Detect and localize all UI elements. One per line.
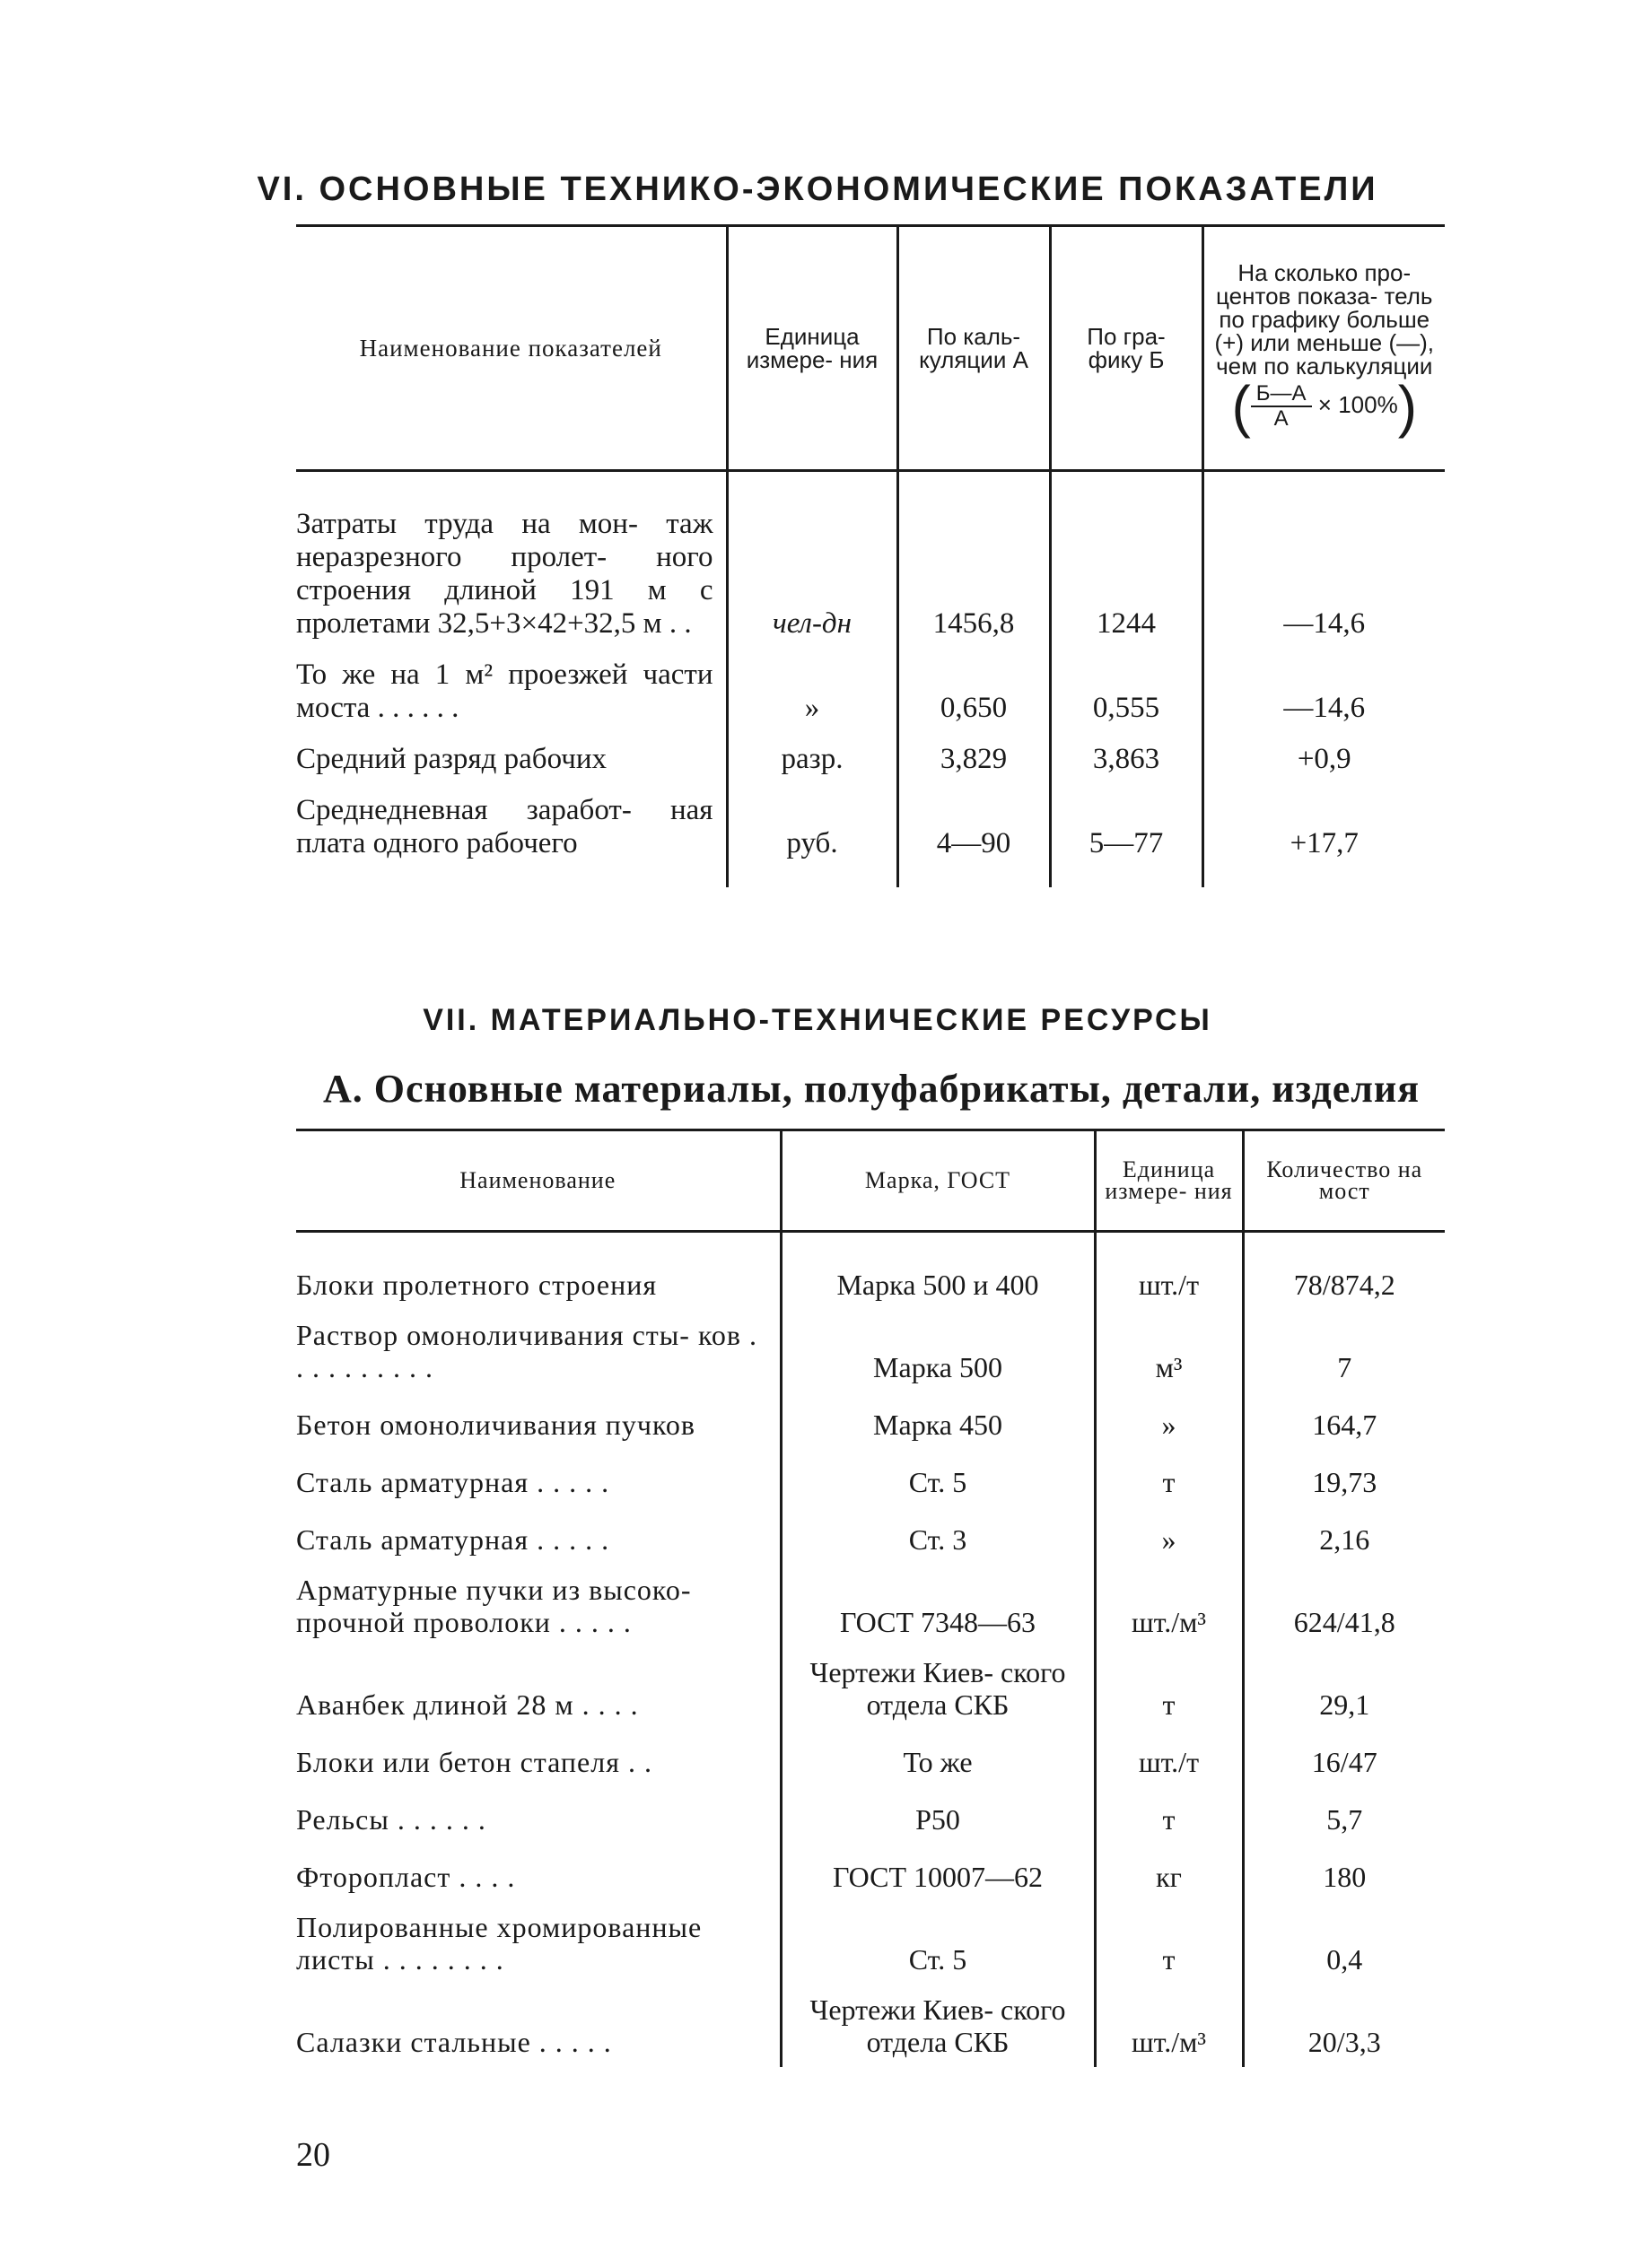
material-grade: ГОСТ 10007—62 (781, 1845, 1095, 1902)
section-7a-subtitle: А. Основные материалы, полуфабрикаты, детали, изделия (323, 1067, 1421, 1111)
material-unit: кг (1095, 1845, 1243, 1902)
table-row (296, 1787, 1445, 1845)
material-name: Бетон омоноличивания пучков (296, 1409, 696, 1441)
indicator-diff: —14,6 (1202, 471, 1445, 650)
material-qty: 624/41,8 (1243, 1565, 1445, 1647)
material-qty: 2,16 (1243, 1507, 1445, 1565)
indicator-name: Среднедневная заработ- ная плата одного рабочего (296, 794, 713, 859)
material-unit: шт./м³ (1095, 1984, 1243, 2067)
indicator-graph: 5—77 (1050, 785, 1202, 887)
material-qty: 5,7 (1243, 1787, 1445, 1845)
material-unit: » (1095, 1507, 1243, 1565)
table-row (296, 471, 1445, 650)
material-qty: 0,4 (1243, 1902, 1445, 1984)
table-row (296, 785, 1445, 887)
indicator-graph: 3,863 (1050, 734, 1202, 785)
material-grade: Ст. 5 (781, 1902, 1095, 1984)
material-grade: Чертежи Киев- ского отдела СКБ (781, 1647, 1095, 1730)
formula-denominator: А (1273, 406, 1289, 431)
section-7-title: VII. МАТЕРИАЛЬНО-ТЕХНИЧЕСКИЕ РЕСУРСЫ (423, 1003, 1212, 1037)
header-grade-gost: Марка, ГОСТ (781, 1130, 1095, 1232)
material-grade: Р50 (781, 1787, 1095, 1845)
material-qty: 7 (1243, 1310, 1445, 1392)
material-unit: шт./т (1095, 1232, 1243, 1311)
material-grade: Ст. 5 (781, 1450, 1095, 1507)
formula-multiplier: × 100% (1317, 390, 1398, 418)
material-unit: т (1095, 1647, 1243, 1730)
indicator-calc: 4—90 (897, 785, 1050, 887)
indicator-unit: руб. (727, 785, 897, 887)
header-percent-diff-text: На сколько про- центов показа- тель по графику больше (+) или меньше (—), чем по калькуляции (1214, 259, 1434, 379)
indicator-name: То же на 1 м² проезжей части моста . . . . . . (296, 659, 713, 724)
formula-numerator: Б—А (1251, 382, 1312, 407)
material-name: Полированные хромированные листы . . . . . . . . (296, 1911, 703, 1976)
indicator-calc: 3,829 (897, 734, 1050, 785)
header-indicator-name: Наименование показателей (296, 226, 727, 471)
section-6-title: VI. ОСНОВНЫЕ ТЕХНИКО-ЭКОНОМИЧЕСКИЕ ПОКАЗАТЕЛИ (257, 170, 1378, 208)
material-unit: т (1095, 1902, 1243, 1984)
material-grade: Ст. 3 (781, 1507, 1095, 1565)
table-row (296, 1232, 1445, 1311)
table-row (296, 1845, 1445, 1902)
header-unit: Единица измере- ния (727, 226, 897, 471)
material-grade: Марка 500 и 400 (781, 1232, 1095, 1311)
table-row (296, 1310, 1445, 1392)
formula: ( $\frac{Б—А}{А}$ × 100%) (1231, 374, 1418, 439)
table-row (296, 1984, 1445, 2067)
indicator-graph: 1244 (1050, 471, 1202, 650)
table-row (296, 734, 1445, 785)
material-unit: т (1095, 1450, 1243, 1507)
material-name: Раствор омоноличивания сты- ков . . . . . . . . . . (296, 1319, 757, 1383)
material-unit: т (1095, 1787, 1243, 1845)
indicator-unit: разр. (727, 734, 897, 785)
table-row (296, 1450, 1445, 1507)
page-number: 20 (296, 2136, 330, 2174)
indicator-calc: 0,650 (897, 650, 1050, 734)
material-qty: 164,7 (1243, 1392, 1445, 1450)
material-grade: То же (781, 1730, 1095, 1787)
material-qty: 180 (1243, 1845, 1445, 1902)
table-row (296, 1565, 1445, 1647)
indicator-diff: +17,7 (1202, 785, 1445, 887)
indicator-unit: чел-дн (727, 471, 897, 650)
material-name: Сталь арматурная . . . . . (296, 1523, 610, 1556)
material-grade: Марка 450 (781, 1392, 1095, 1450)
material-name: Блоки или бетон стапеля . . (296, 1746, 652, 1778)
table-row (296, 1647, 1445, 1730)
header-by-graph: По гра- фику Б (1050, 226, 1202, 471)
header-quantity: Количество на мост (1243, 1130, 1445, 1232)
material-qty: 78/874,2 (1243, 1232, 1445, 1311)
indicator-diff: —14,6 (1202, 650, 1445, 734)
material-qty: 19,73 (1243, 1450, 1445, 1507)
materials-table (296, 1129, 1445, 2067)
material-unit: » (1095, 1392, 1243, 1450)
material-name: Фторопласт . . . . (296, 1861, 516, 1893)
material-name: Салазки стальные . . . . . (296, 2026, 612, 2058)
material-grade: ГОСТ 7348—63 (781, 1565, 1095, 1647)
table-row (296, 1730, 1445, 1787)
material-name: Сталь арматурная . . . . . (296, 1466, 610, 1498)
material-qty: 16/47 (1243, 1730, 1445, 1787)
header-by-calculation: По каль- куляции А (897, 226, 1050, 471)
indicators-table (296, 224, 1445, 887)
table-row (296, 1392, 1445, 1450)
table-row (296, 1902, 1445, 1984)
material-name: Арматурные пучки из высоко- прочной проволоки . . . . . (296, 1574, 692, 1638)
header-material-name: Наименование (296, 1130, 781, 1232)
material-name: Аванбек длиной 28 м . . . . (296, 1688, 639, 1721)
material-name: Рельсы . . . . . . (296, 1803, 486, 1836)
material-qty: 20/3,3 (1243, 1984, 1445, 2067)
indicator-name: Затраты труда на мон- таж неразрезного пролет- ного строения длиной 191 м с пролетами 32,5+3×42+32,5 м . . (296, 508, 713, 640)
material-name: Блоки пролетного строения (296, 1269, 658, 1301)
header-percent-diff (1202, 226, 1445, 471)
materials-header-row (296, 1130, 1445, 1232)
indicators-header-row (296, 226, 1445, 471)
material-grade: Марка 500 (781, 1310, 1095, 1392)
indicator-diff: +0,9 (1202, 734, 1445, 785)
material-grade: Чертежи Киев- ского отдела СКБ (781, 1984, 1095, 2067)
material-qty: 29,1 (1243, 1647, 1445, 1730)
indicator-graph: 0,555 (1050, 650, 1202, 734)
indicator-unit: » (727, 650, 897, 734)
table-row (296, 650, 1445, 734)
indicator-name: Средний разряд рабочих (296, 743, 607, 775)
header-unit: Единица измере- ния (1095, 1130, 1243, 1232)
material-unit: м³ (1095, 1310, 1243, 1392)
material-unit: шт./м³ (1095, 1565, 1243, 1647)
material-unit: шт./т (1095, 1730, 1243, 1787)
indicator-calc: 1456,8 (897, 471, 1050, 650)
table-row (296, 1507, 1445, 1565)
